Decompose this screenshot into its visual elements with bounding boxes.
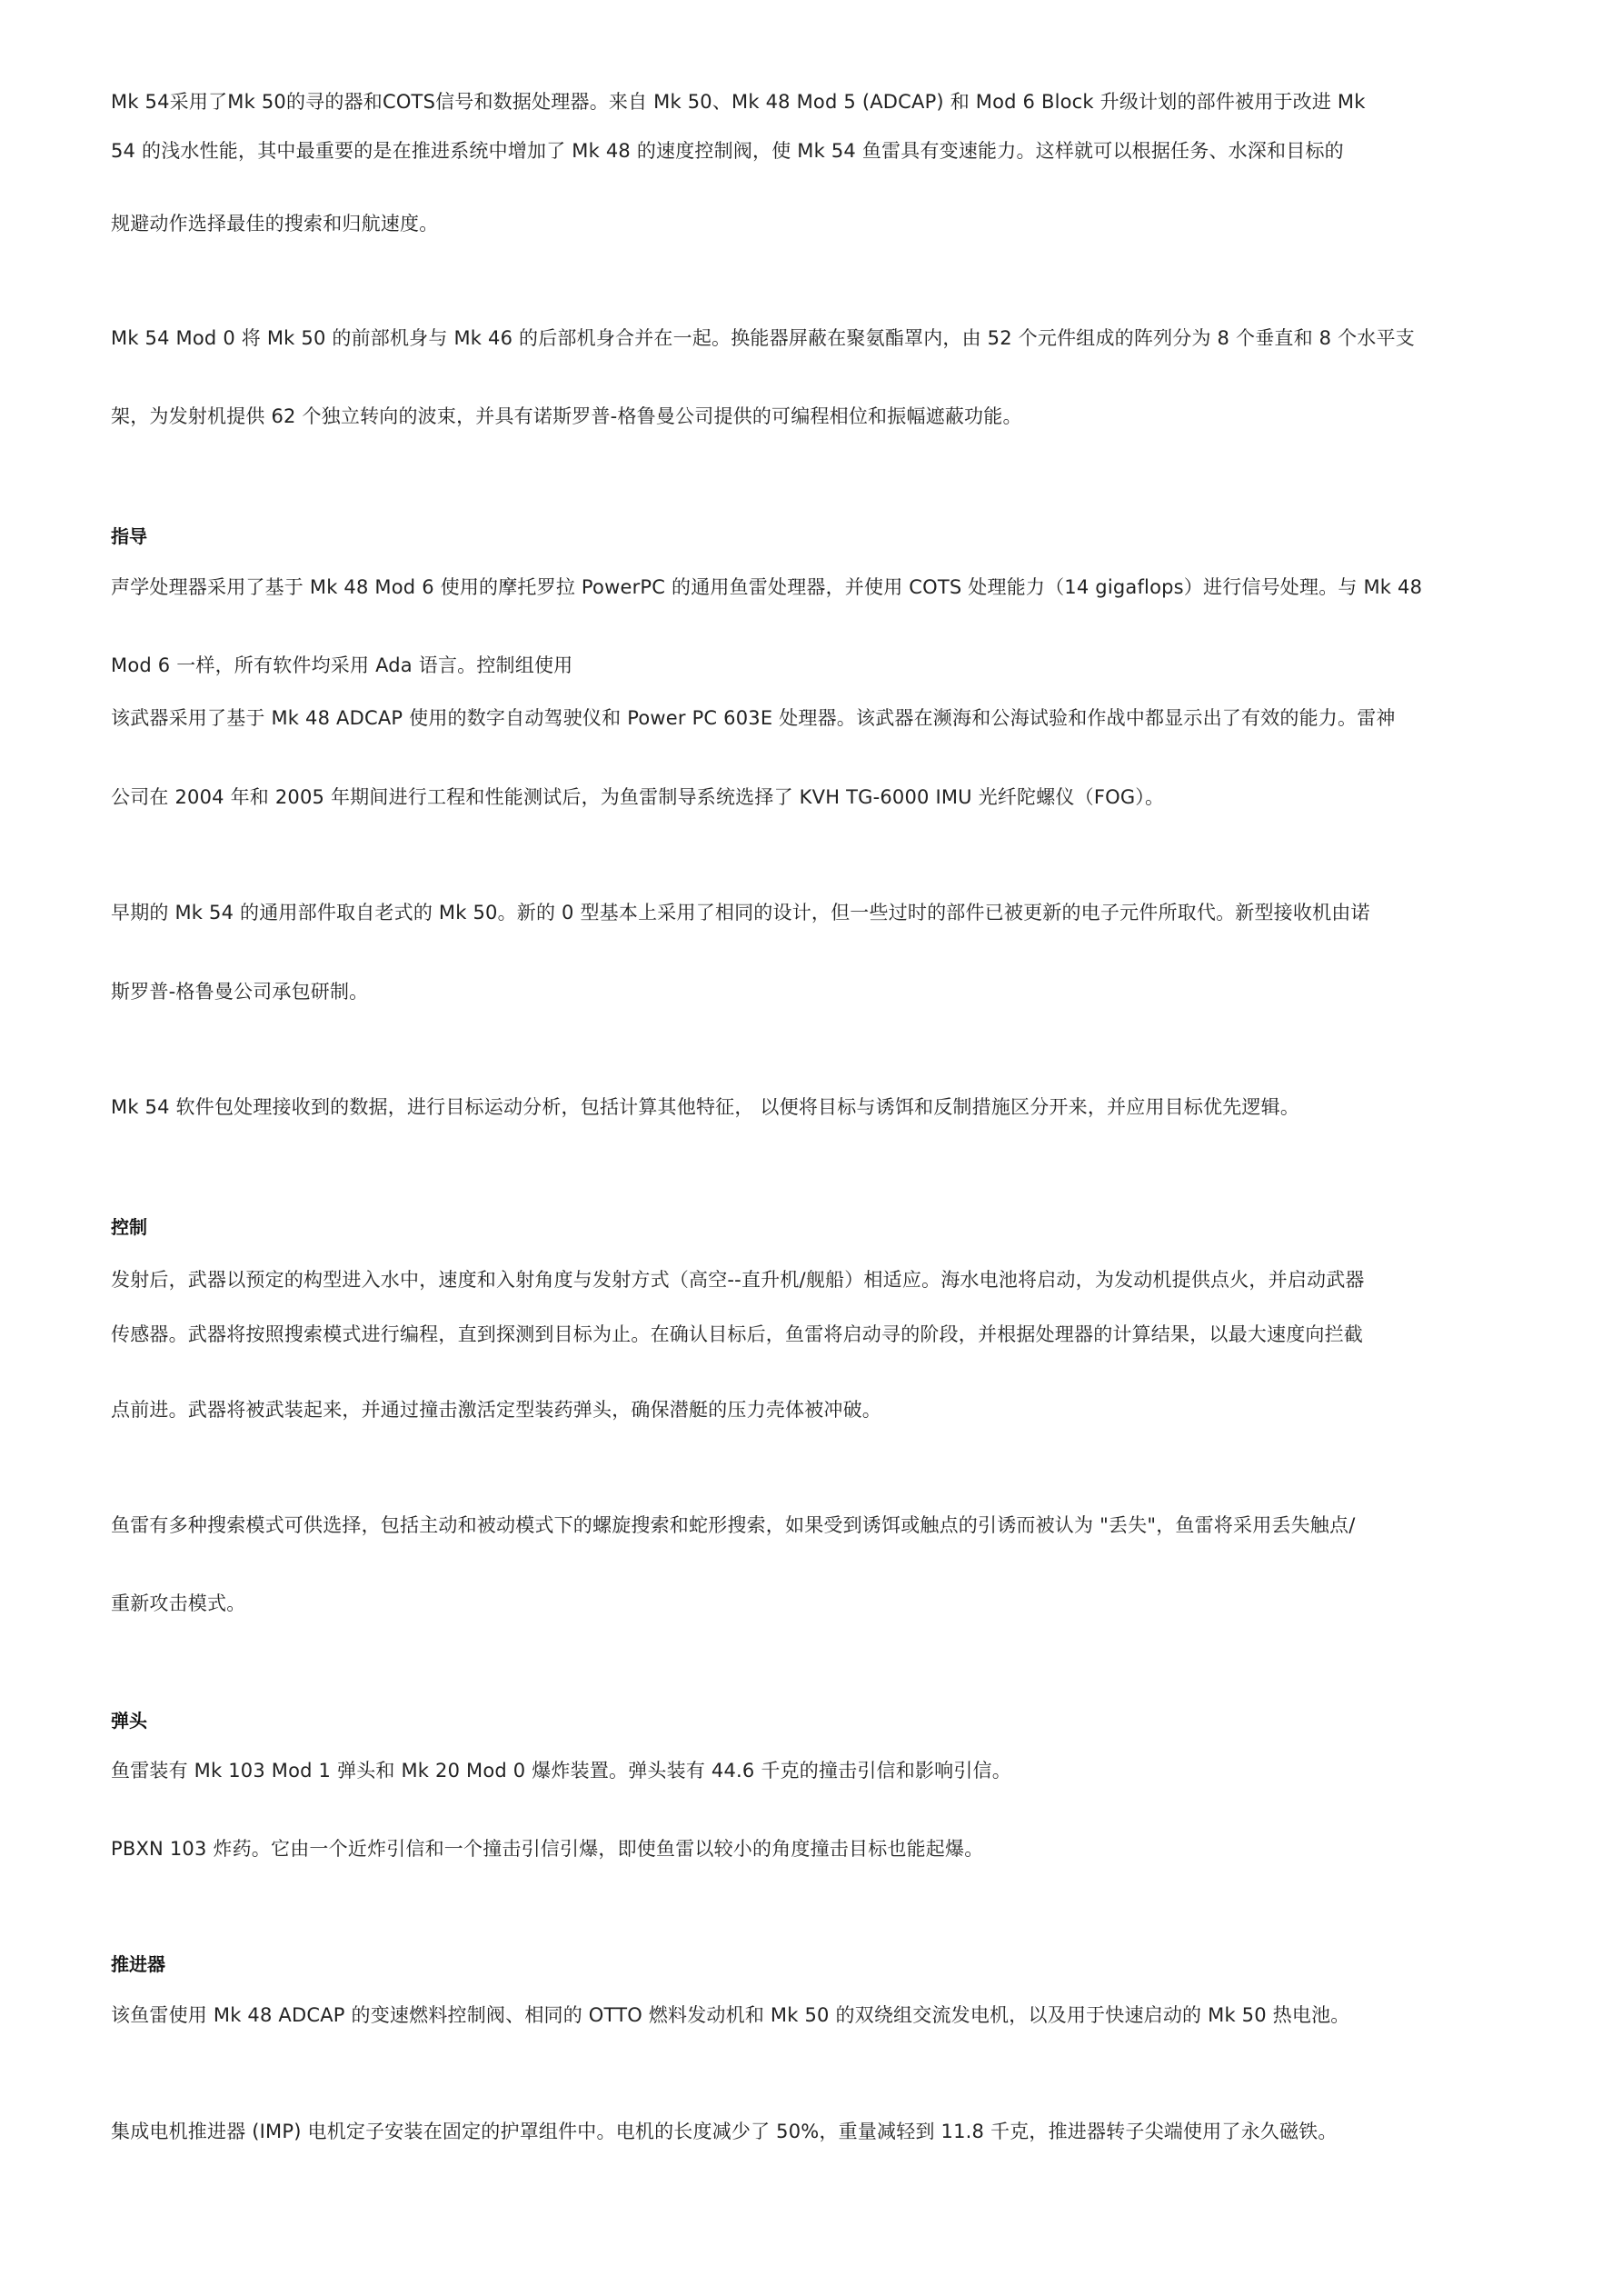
paragraph-line: 发射后，武器以预定的构型进入水中，速度和入射角度与发射方式（高空--直升机/舰船）相适应。海水电池将启动，为发动机提供点火，并启动武器 — [111, 1269, 1365, 1291]
paragraph-line: Mk 54采用了Mk 50的寻的器和COTS信号和数据处理器。来自 Mk 50、Mk 48 Mod 5 (ADCAP) 和 Mod 6 Block 升级计划的部件被用于改进 Mk — [111, 91, 1366, 113]
paragraph-line: 该武器采用了基于 Mk 48 ADCAP 使用的数字自动驾驶仪和 Power PC 603E 处理器。该武器在濒海和公海试验和作战中都显示出了有效的能力。雷神 — [111, 707, 1396, 729]
paragraph-line: 公司在 2004 年和 2005 年期间进行工程和性能测试后，为鱼雷制导系统选择了 KVH TG-6000 IMU 光纤陀螺仪（FOG）。 — [111, 786, 1165, 808]
paragraph-line: Mk 54 Mod 0 将 Mk 50 的前部机身与 Mk 46 的后部机身合并在一起。换能器屏蔽在聚氨酯罩内，由 52 个元件组成的阵列分为 8 个垂直和 8 个水平支 — [111, 327, 1415, 349]
paragraph-line: 规避动作选择最佳的搜索和归航速度。 — [111, 213, 439, 235]
section-heading-propulsion: 推进器 — [111, 1953, 165, 1975]
paragraph-line: 早期的 Mk 54 的通用部件取自老式的 Mk 50。新的 0 型基本上采用了相同的设计，但一些过时的部件已被更新的电子元件所取代。新型接收机由诺 — [111, 902, 1370, 923]
paragraph-line: Mk 54 软件包处理接收到的数据，进行目标运动分析，包括计算其他特征， 以便将目标与诱饵和反制措施区分开来，并应用目标优先逻辑。 — [111, 1096, 1300, 1118]
paragraph-line: 鱼雷装有 Mk 103 Mod 1 弹头和 Mk 20 Mod 0 爆炸装置。弹头装有 44.6 千克的撞击引信和影响引信。 — [111, 1760, 1011, 1782]
paragraph-line: 传感器。武器将按照搜索模式进行编程，直到探测到目标为止。在确认目标后，鱼雷将启动寻的阶段，并根据处理器的计算结果，以最大速度向拦截 — [111, 1323, 1363, 1345]
paragraph-line: 该鱼雷使用 Mk 48 ADCAP 的变速燃料控制阀、相同的 OTTO 燃料发动机和 Mk 50 的双绕组交流发电机，以及用于快速启动的 Mk 50 热电池。 — [111, 2004, 1350, 2026]
paragraph-line: 鱼雷有多种搜索模式可供选择，包括主动和被动模式下的螺旋搜索和蛇形搜索，如果受到诱饵或触点的引诱而被认为 "丢失"，鱼雷将采用丢失触点/ — [111, 1514, 1356, 1536]
paragraph-line: 架，为发射机提供 62 个独立转向的波束，并具有诺斯罗普-格鲁曼公司提供的可编程相位和振幅遮蔽功能。 — [111, 405, 1022, 427]
paragraph-line: 声学处理器采用了基于 Mk 48 Mod 6 使用的摩托罗拉 PowerPC 的通用鱼雷处理器，并使用 COTS 处理能力（14 gigaflops）进行信号处理。与 Mk 48 — [111, 576, 1423, 598]
paragraph-line: 点前进。武器将被武装起来，并通过撞击激活定型装药弹头，确保潜艇的压力壳体被冲破。 — [111, 1399, 881, 1421]
section-heading-guidance: 指导 — [111, 525, 147, 547]
paragraph-line: PBXN 103 炸药。它由一个近炸引信和一个撞击引信引爆，即使鱼雷以较小的角度撞击目标也能起爆。 — [111, 1838, 984, 1860]
paragraph-line: 斯罗普-格鲁曼公司承包研制。 — [111, 981, 369, 1003]
paragraph-line: Mod 6 一样，所有软件均采用 Ada 语言。控制组使用 — [111, 654, 573, 676]
section-heading-warhead: 弹头 — [111, 1710, 147, 1732]
paragraph-line: 54 的浅水性能，其中最重要的是在推进系统中增加了 Mk 48 的速度控制阀，使 Mk 54 鱼雷具有变速能力。这样就可以根据任务、水深和目标的 — [111, 140, 1344, 162]
section-heading-control: 控制 — [111, 1216, 147, 1238]
paragraph-line: 集成电机推进器 (IMP) 电机定子安装在固定的护罩组件中。电机的长度减少了 50%，重量减轻到 11.8 千克，推进器转子尖端使用了永久磁铁。 — [111, 2121, 1338, 2142]
paragraph-line: 重新攻击模式。 — [111, 1592, 246, 1614]
